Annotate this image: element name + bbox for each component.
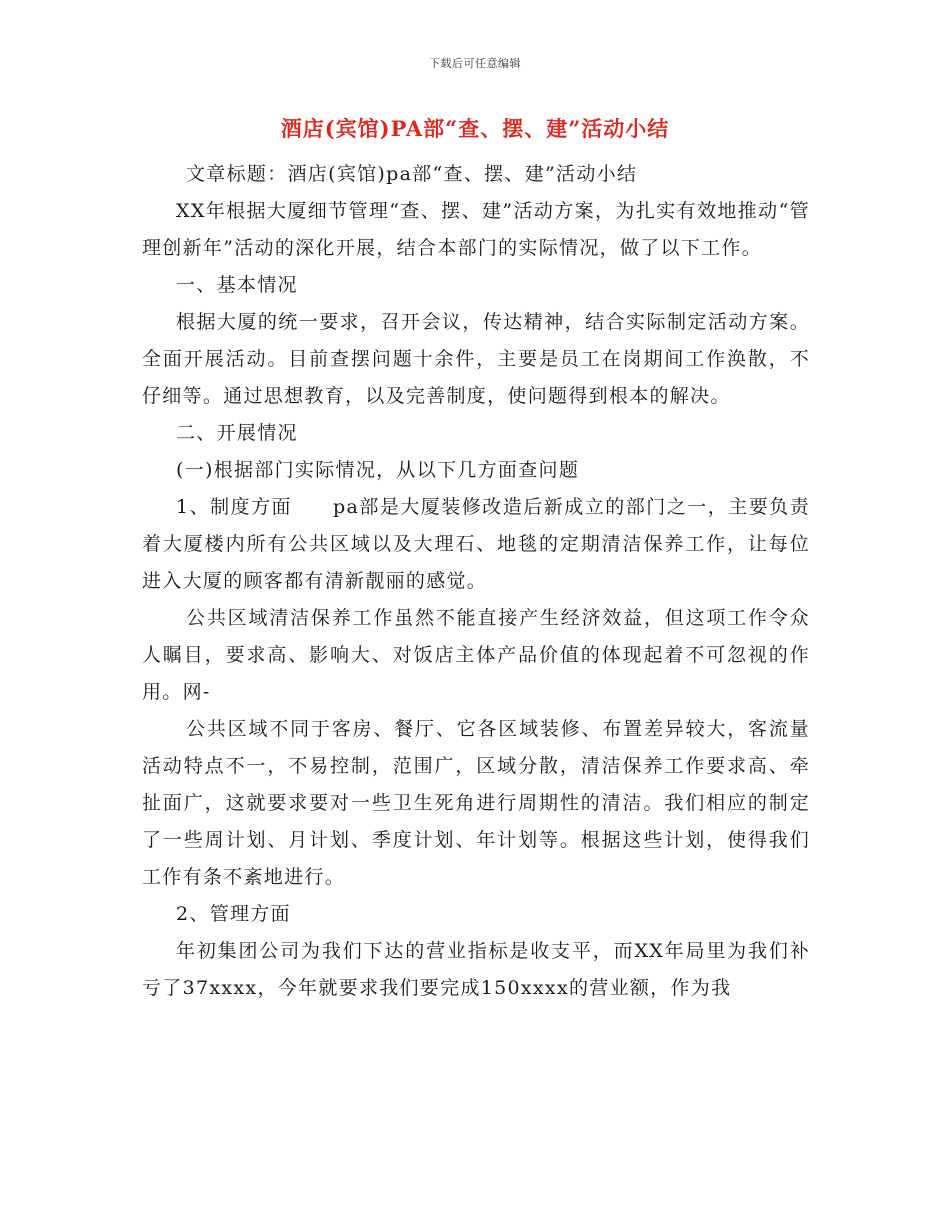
header-note: 下载后可任意编辑	[429, 57, 521, 70]
paragraph-system: 1、制度方面 pa部是大厦装修改造后新成立的部门之一，主要负责着大厦楼内所有公共区域以及大理石、地毯的定期清洁保养工作，让每位进入大厦的顾客都有清新靓丽的感觉。	[142, 496, 810, 592]
paragraph-management: 年初集团公司为我们下达的营业指标是收支平，而XX年局里为我们补亏了37xxxx，今年就要求我们要完成150xxxx的营业额，作为我	[142, 940, 810, 999]
subsection-heading-1: (一)根据部门实际情况，从以下几方面查问题	[176, 459, 580, 481]
paragraph-public-area-1: 公共区域清洁保养工作虽然不能直接产生经济效益，但这项工作令众人瞩目，要求高、影响大、对饭店主体产品价值的体现起着不可忽视的作用。网-	[142, 607, 810, 703]
section-heading-management: 2、管理方面	[176, 903, 291, 925]
section-heading-basic: 一、基本情况	[176, 274, 298, 296]
document-title: 酒店(宾馆)PA部“查、摆、建”活动小结	[280, 116, 670, 141]
document-body	[142, 156, 810, 1007]
paragraph-intro: XX年根据大厦细节管理“查、摆、建”活动方案，为扎实有效地推动“管理创新年”活动的深化开展，结合本部门的实际情况，做了以下工作。	[142, 200, 810, 259]
paragraph-basic: 根据大厦的统一要求，召开会议，传达精神，结合实际制定活动方案。全面开展活动。目前查摆问题十余件，主要是员工在岗期间工作涣散，不仔细等。通过思想教育，以及完善制度，使问题得到根本的解决。	[142, 311, 810, 407]
section-heading-progress: 二、开展情况	[176, 422, 298, 444]
paragraph-public-area-2: 公共区域不同于客房、餐厅、它各区域装修、布置差异较大，客流量活动特点不一，不易控制，范围广，区域分散，清洁保养工作要求高、牵扯面广，这就要求要对一些卫生死角进行周期性的清洁。我们相应的制定了一些周计划、月计划、季度计划、年计划等。根据这些计划，使得我们工作有条不紊地进行。	[142, 718, 810, 888]
paragraph-article-title: 文章标题：酒店(宾馆)pa部“查、摆、建”活动小结	[186, 163, 638, 185]
